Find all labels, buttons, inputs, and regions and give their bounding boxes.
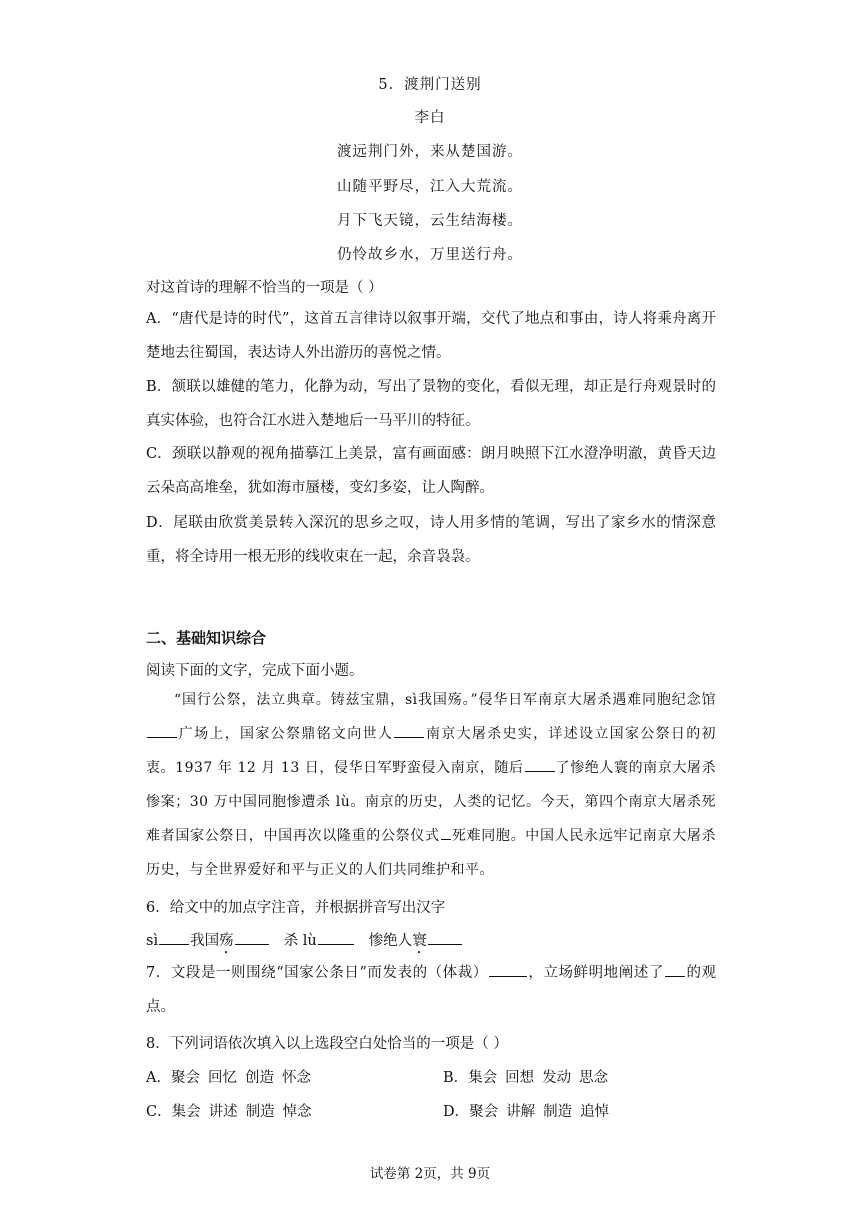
q6-blank-4	[428, 930, 462, 945]
q6-item-1: sì	[146, 933, 159, 949]
q5-option-c: C．颈联以静观的视角描摹江上美景，富有画面感：朗月映照下江水澄净明澈，黄昏天边云朵高高堆垒，犹如海市蜃楼，变幻多姿，让人陶醉。	[146, 446, 716, 496]
q8-option-c-word: 集会	[171, 1104, 201, 1120]
q8-option-c-label: C．	[146, 1104, 172, 1120]
q8-option-a-word: 回忆	[207, 1070, 237, 1086]
passage-part-5: 死难同胞。中国人民永远牢记南京大屠杀历史，与全世界爱好和平与正义的人们共同维护和平。	[146, 828, 717, 878]
poem-line-2: 山随平野尽，江入大荒流。	[337, 179, 523, 195]
q6-blank-2	[235, 930, 269, 945]
blank-1	[147, 723, 177, 738]
q8-option-d-label: D．	[443, 1104, 470, 1120]
q8-option-c-word: 悼念	[282, 1104, 312, 1120]
q8-option-c-word: 讲述	[208, 1104, 238, 1120]
q8-option-d-word: 讲解	[506, 1104, 536, 1120]
q8-option-b-label: B．	[443, 1070, 469, 1086]
q6-item-2-dotted: 殇	[219, 933, 234, 949]
reading-passage	[146, 683, 716, 887]
poem-line-4: 仍怜故乡水，万里送行舟。	[337, 247, 523, 263]
section-heading: 二、基础知识综合	[146, 629, 267, 647]
q7-text-b: ，立场鲜明地阐述了	[527, 965, 664, 981]
q8-stem: 8．下列词语依次填入以上选段空白处恰当的一项是（ ）	[146, 1036, 508, 1052]
q7-blank-2	[665, 962, 685, 977]
q6-item-4-dotted: 寰	[412, 933, 427, 949]
blank-4	[441, 825, 451, 840]
q8-option-a-word: 创造	[244, 1070, 274, 1086]
blank-3	[525, 757, 555, 772]
poem-line-3: 月下飞天镜，云生结海楼。	[337, 213, 523, 229]
q8-option-b-word: 发动	[542, 1070, 572, 1086]
q8-option-a-label: A．	[146, 1070, 171, 1086]
passage-part-3: 南京大屠杀史实，详述设立国家公祭日的初衷。1937 年 12 月 13 日，侵华日军野蛮侵入南京，随后	[146, 726, 717, 776]
q6-blank-1	[159, 930, 189, 945]
q8-option-c	[146, 1100, 312, 1121]
section-instruction: 阅读下面的文字，完成下面小题。	[146, 663, 364, 679]
q6-item-4-pre: 惨绝人	[368, 933, 413, 949]
q8-option-b-word: 回想	[505, 1070, 535, 1086]
q7	[146, 956, 716, 1024]
q8-option-d	[443, 1100, 609, 1121]
blank-2	[394, 723, 424, 738]
q8-option-d-word: 追悼	[580, 1104, 610, 1120]
q6-stem: 6．给文中的加点字注音，并根据拼音写出汉字	[146, 900, 446, 916]
q6-item-3: 杀 lù	[283, 933, 317, 949]
q8-option-b	[443, 1066, 608, 1087]
passage-part-2: 广场上，国家公祭鼎铭文向世人	[178, 726, 394, 742]
q7-text-c: 的观点。	[146, 965, 716, 1015]
q8-option-d-word: 聚会	[469, 1104, 499, 1120]
q8-option-c-word: 制造	[245, 1104, 275, 1120]
poem-title: 5．渡荆门送别	[378, 77, 482, 93]
q8-option-a	[146, 1066, 311, 1087]
q7-blank-1	[489, 962, 527, 977]
q7-text-a: 7．文段是一则围绕“国家公条日”而发表的（体裁）	[146, 965, 488, 981]
passage-part-1: “国行公祭，法立典章。铸兹宝鼎，sì我国殇。”侵华日军南京大屠杀遇难同胞纪念馆	[174, 692, 716, 708]
passage-part-4: 了惨绝人寰的南京大屠杀惨案；30 万中国同胞惨遭杀 lù。南京的历史，人类的记忆。今天，第四个南京大屠杀死难者国家公祭日，中国再次以隆重的公祭仪式	[146, 760, 716, 844]
q5-option-b: B．颔联以雄健的笔力，化静为动，写出了景物的变化，看似无理，却正是行舟观景时的真实体验，也符合江水进入楚地后一马平川的特征。	[146, 379, 716, 429]
q8-option-d-word: 制造	[543, 1104, 573, 1120]
page-footer: 试卷第 2页，共 9页	[369, 1166, 491, 1182]
q8-option-a-word: 聚会	[170, 1070, 200, 1086]
poem-author: 李白	[414, 110, 446, 126]
q8-option-b-word: 集会	[468, 1070, 498, 1086]
poem-line-1: 渡远荆门外，来从楚国游。	[337, 144, 523, 160]
q8-option-b-word: 思念	[579, 1070, 609, 1086]
q8-option-a-word: 怀念	[281, 1070, 311, 1086]
q5-option-a: A．“唐代是诗的时代”，这首五言律诗以叙事开端，交代了地点和事由，诗人将乘舟离开楚地去往蜀国，表达诗人外出游历的喜悦之情。	[146, 311, 716, 361]
q6-item-2-pre: 我国	[190, 933, 220, 949]
q5-stem: 对这首诗的理解不恰当的一项是（ ）	[146, 280, 383, 296]
q6-blank-3	[318, 930, 354, 945]
q6-items	[146, 929, 463, 957]
q5-option-d: D．尾联由欣赏美景转入深沉的思乡之叹，诗人用多情的笔调，写出了家乡水的情深意重，将全诗用一根无形的线收束在一起，余音袅袅。	[146, 515, 716, 565]
